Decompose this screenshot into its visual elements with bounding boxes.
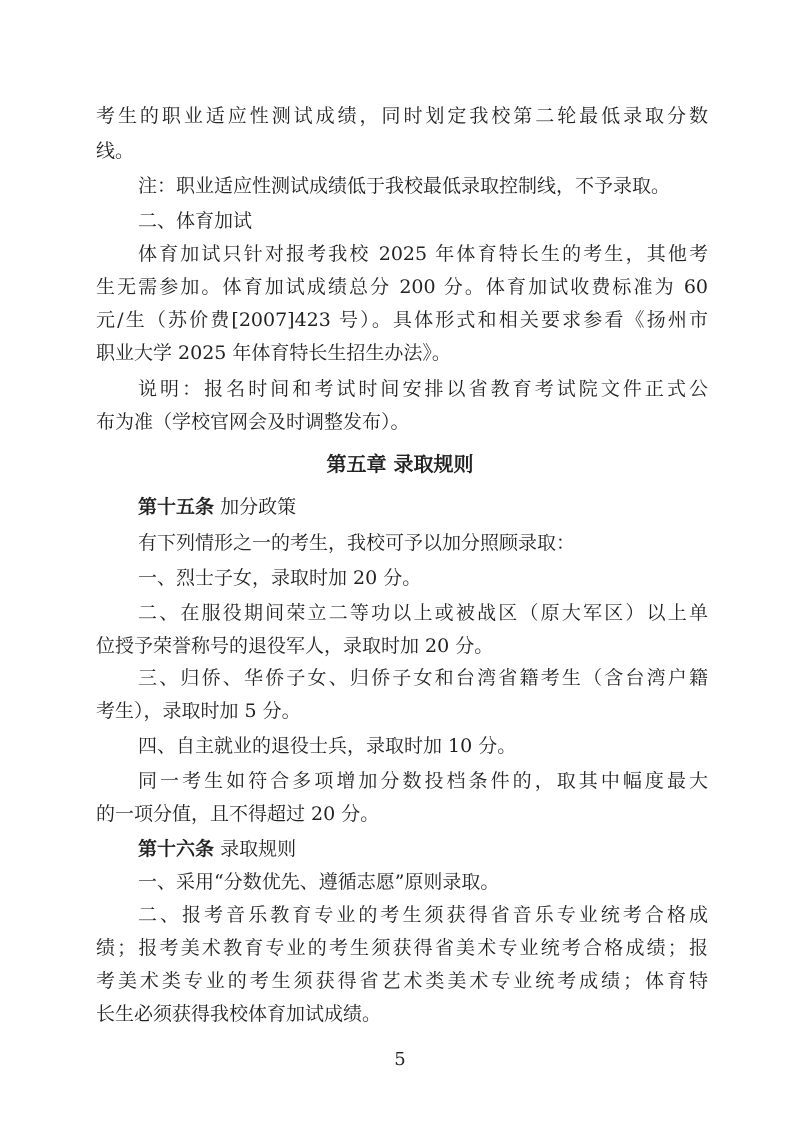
chapter-title: 第五章 录取规则: [326, 452, 474, 476]
article-line: 有下列情形之一的考生，我校可予以加分照顾录取：: [138, 532, 576, 554]
article-15-heading: [138, 494, 708, 520]
article-title: 录取规则: [220, 838, 297, 860]
article-line: 四、自主就业的退役士兵，录取时加 10 分。: [138, 735, 517, 757]
article-line: 的一项分值，且不得超过 20 分。: [96, 803, 380, 825]
article-line: 位授予荣誉称号的退役军人，录取时加 20 分。: [96, 635, 494, 657]
paragraph-line: 生无需参加。体育加试成绩总分 200 分。体育加试收费标准为 60: [96, 276, 708, 298]
note-line: 注：职业适应性测试成绩低于我校最低录取控制线，不予录取。: [138, 175, 671, 197]
article-line: 考生），录取时加 5 分。: [96, 700, 301, 722]
section-heading: 二、体育加试: [138, 210, 253, 232]
article-line: 考美术类专业的考生须获得省艺术类美术专业统考成绩；体育特: [96, 970, 708, 992]
remark-line: 说明：报名时间和考试时间安排以省教育考试院文件正式公: [138, 378, 708, 400]
page-number: 5: [394, 1049, 406, 1070]
article-label: 第十五条: [138, 496, 215, 518]
article-label: 第十六条: [138, 838, 215, 860]
paragraph-line: 考生的职业适应性测试成绩，同时划定我校第二轮最低录取分数: [96, 105, 708, 127]
article-line: 二、在服役期间荣立二等功以上或被战区（原大军区）以上单: [138, 602, 708, 624]
article-line: 长生必须获得我校体育加试成绩。: [96, 1003, 382, 1025]
article-title: 加分政策: [220, 496, 297, 518]
article-16-heading: [138, 836, 708, 862]
article-line: 同一考生如符合多项增加分数投档条件的，取其中幅度最大: [138, 770, 708, 792]
paragraph-line: 元/生（苏价费[2007]423 号）。具体形式和相关要求参看《扬州市: [96, 309, 708, 331]
article-line: 一、烈士子女，录取时加 20 分。: [138, 567, 422, 589]
article-line: 二、报考音乐教育专业的考生须获得省音乐专业统考合格成: [138, 904, 708, 926]
remark-line: 布为准（学校官网会及时调整发布）。: [96, 411, 410, 433]
paragraph-line: 线。: [96, 140, 135, 162]
paragraph-line: 体育加试只针对报考我校 2025 年体育特长生的考生，其他考: [138, 243, 708, 265]
article-line: 一、采用“分数优先、遵循志愿”原则录取。: [138, 871, 500, 893]
article-line: 绩；报考美术教育专业的考生须获得省美术专业统考合格成绩；报: [96, 937, 708, 959]
article-line: 三、归侨、华侨子女、归侨子女和台湾省籍考生（含台湾户籍: [138, 667, 708, 689]
paragraph-line: 职业大学 2025 年体育特长生招生办法》。: [96, 342, 451, 364]
